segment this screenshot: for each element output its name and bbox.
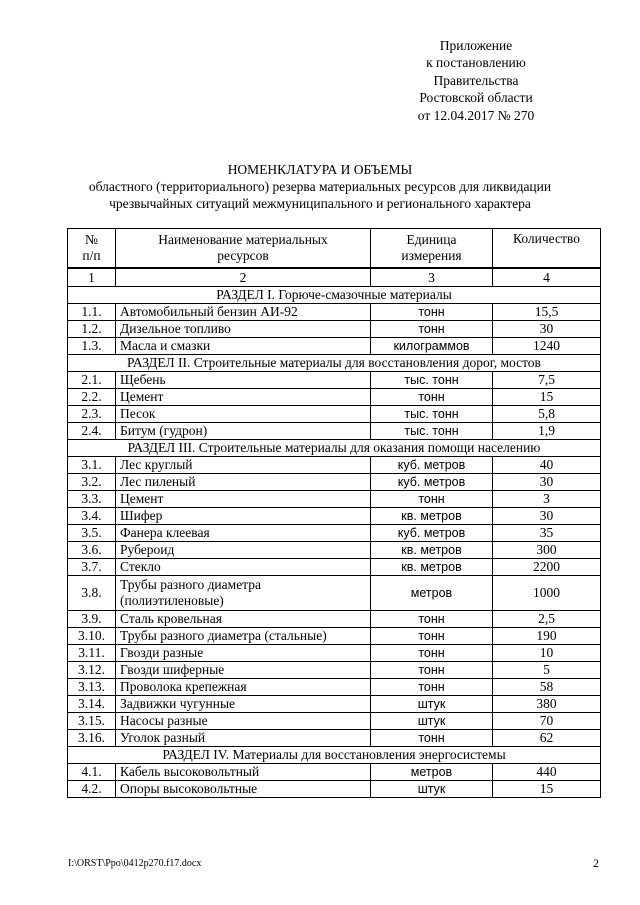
item-number: 3.15. (68, 713, 116, 730)
table-row (68, 645, 601, 662)
item-quantity: 5,8 (493, 406, 601, 423)
item-unit: штук (371, 781, 493, 798)
item-name: Опоры высоковольтные (116, 781, 371, 798)
item-unit: кв. метров (371, 542, 493, 559)
table-row (68, 542, 601, 559)
section-heading-row (68, 287, 601, 304)
item-unit: тонн (371, 679, 493, 696)
item-quantity: 1,9 (493, 423, 601, 440)
column-number: 3 (371, 268, 493, 287)
item-number: 3.10. (68, 628, 116, 645)
item-name: Автомобильный бензин АИ-92 (116, 304, 371, 321)
section-title: РАЗДЕЛ I. Горюче-смазочные материалы (68, 287, 601, 304)
item-unit: кв. метров (371, 559, 493, 576)
item-unit: килограммов (371, 338, 493, 355)
header-name-line: ресурсов (217, 248, 269, 263)
appendix-line: от 12.04.2017 № 270 (417, 107, 535, 123)
table-row (68, 696, 601, 713)
item-name: Цемент (116, 389, 371, 406)
header-qty (493, 229, 601, 269)
item-number: 3.7. (68, 559, 116, 576)
header-unit (371, 229, 493, 269)
item-number: 3.1. (68, 457, 116, 474)
item-name: Гвозди шиферные (116, 662, 371, 679)
page-number: 2 (593, 856, 599, 870)
item-name-line: (полиэтиленовые) (120, 593, 224, 608)
item-name: Фанера клеевая (116, 525, 371, 542)
item-number: 2.1. (68, 372, 116, 389)
item-unit: кв. метров (371, 508, 493, 525)
table-row (68, 372, 601, 389)
table-row (68, 559, 601, 576)
item-name: Стекло (116, 559, 371, 576)
item-name: Трубы разного диаметра (стальные) (116, 628, 371, 645)
header-qty-line: Количество (513, 231, 580, 246)
item-number: 2.4. (68, 423, 116, 440)
item-name: Рубероид (116, 542, 371, 559)
header-unit-line: измерения (401, 248, 462, 263)
column-number: 4 (493, 268, 601, 287)
item-quantity: 15 (493, 389, 601, 406)
table-row (68, 730, 601, 747)
section-heading-row (68, 355, 601, 372)
table-header-row (68, 229, 601, 269)
item-number: 4.2. (68, 781, 116, 798)
header-num-line: № (85, 232, 98, 247)
section-heading-row (68, 747, 601, 764)
item-name: Проволока крепежная (116, 679, 371, 696)
table-row (68, 525, 601, 542)
item-unit: тыс. тонн (371, 372, 493, 389)
item-name: Масла и смазки (116, 338, 371, 355)
item-name: Щебень (116, 372, 371, 389)
item-unit: тонн (371, 628, 493, 645)
item-number: 2.2. (68, 389, 116, 406)
item-unit: метров (371, 764, 493, 781)
item-quantity: 380 (493, 696, 601, 713)
item-quantity: 40 (493, 457, 601, 474)
item-name: Цемент (116, 491, 371, 508)
item-number: 3.5. (68, 525, 116, 542)
table-row (68, 508, 601, 525)
item-quantity: 1240 (493, 338, 601, 355)
item-quantity: 10 (493, 645, 601, 662)
column-number: 2 (116, 268, 371, 287)
table-row (68, 423, 601, 440)
item-unit: тонн (371, 645, 493, 662)
table-row (68, 781, 601, 798)
document-title (40, 161, 600, 212)
item-quantity: 2,5 (493, 611, 601, 628)
item-quantity: 30 (493, 321, 601, 338)
item-unit: куб. метров (371, 474, 493, 491)
item-quantity: 58 (493, 679, 601, 696)
item-unit: тонн (371, 491, 493, 508)
item-unit: штук (371, 696, 493, 713)
item-quantity: 30 (493, 508, 601, 525)
table-row (68, 321, 601, 338)
item-quantity: 15 (493, 781, 601, 798)
header-name (116, 229, 371, 269)
item-quantity: 1000 (493, 576, 601, 611)
item-quantity: 300 (493, 542, 601, 559)
appendix-line: Ростовской области (419, 90, 533, 106)
table-row (68, 338, 601, 355)
item-name: Сталь кровельная (116, 611, 371, 628)
item-name: Насосы разные (116, 713, 371, 730)
header-name-line: Наименование материальных (158, 232, 328, 247)
table-row (68, 764, 601, 781)
item-number: 3.14. (68, 696, 116, 713)
title-subtitle-line: областного (территориального) резерва материальных ресурсов для ликвидации (88, 179, 552, 194)
table-row (68, 576, 601, 611)
item-quantity: 5 (493, 662, 601, 679)
item-number: 3.13. (68, 679, 116, 696)
item-name: Уголок разный (116, 730, 371, 747)
section-title: РАЗДЕЛ III. Строительные материалы для оказания помощи населению (68, 440, 601, 457)
item-number: 3.3. (68, 491, 116, 508)
item-name: Лес круглый (116, 457, 371, 474)
item-quantity: 62 (493, 730, 601, 747)
column-number: 1 (68, 268, 116, 287)
footer-file-path: I:\ORST\Ppo\0412p270.f17.docx (68, 858, 202, 869)
item-number: 3.9. (68, 611, 116, 628)
item-name: Кабель высоковольтный (116, 764, 371, 781)
item-quantity: 35 (493, 525, 601, 542)
item-number: 2.3. (68, 406, 116, 423)
item-number: 4.1. (68, 764, 116, 781)
item-quantity: 190 (493, 628, 601, 645)
table-row (68, 713, 601, 730)
item-quantity: 440 (493, 764, 601, 781)
item-number: 1.2. (68, 321, 116, 338)
item-name: Лес пиленый (116, 474, 371, 491)
item-unit: тонн (371, 321, 493, 338)
item-unit: тыс. тонн (371, 423, 493, 440)
table-row (68, 662, 601, 679)
item-quantity: 15,5 (493, 304, 601, 321)
column-number-row (68, 268, 601, 287)
appendix-block (386, 37, 566, 124)
item-unit: куб. метров (371, 525, 493, 542)
item-name: Песок (116, 406, 371, 423)
item-unit: метров (371, 576, 493, 611)
section-heading-row (68, 440, 601, 457)
item-number: 1.3. (68, 338, 116, 355)
header-num (68, 229, 116, 269)
item-unit: куб. метров (371, 457, 493, 474)
item-unit: тонн (371, 389, 493, 406)
item-name: Шифер (116, 508, 371, 525)
item-quantity: 3 (493, 491, 601, 508)
item-unit: тонн (371, 611, 493, 628)
appendix-line: Приложение (439, 38, 513, 53)
item-name: Гвозди разные (116, 645, 371, 662)
item-name: Дизельное топливо (116, 321, 371, 338)
table-row (68, 389, 601, 406)
title-main: НОМЕНКЛАТУРА И ОБЪЕМЫ (227, 162, 413, 177)
item-number: 3.11. (68, 645, 116, 662)
title-subtitle-line: чрезвычайных ситуаций межмуниципального и регионального характера (109, 196, 531, 211)
item-number: 3.12. (68, 662, 116, 679)
item-number: 3.8. (68, 576, 116, 611)
item-unit: тонн (371, 730, 493, 747)
header-unit-line: Единица (406, 232, 457, 247)
table-row (68, 491, 601, 508)
item-number: 1.1. (68, 304, 116, 321)
header-num-line: п/п (82, 248, 101, 263)
item-number: 3.2. (68, 474, 116, 491)
section-title: РАЗДЕЛ II. Строительные материалы для восстановления дорог, мостов (68, 355, 601, 372)
nomenclature-table (67, 228, 601, 798)
item-name: Задвижки чугунные (116, 696, 371, 713)
item-name (116, 576, 371, 611)
item-unit: штук (371, 713, 493, 730)
item-number: 3.4. (68, 508, 116, 525)
item-quantity: 70 (493, 713, 601, 730)
section-title: РАЗДЕЛ IV. Материалы для восстановления энергосистемы (68, 747, 601, 764)
item-unit: тонн (371, 662, 493, 679)
table-row (68, 406, 601, 423)
table-row (68, 611, 601, 628)
item-quantity: 30 (493, 474, 601, 491)
item-quantity: 2200 (493, 559, 601, 576)
table-row (68, 628, 601, 645)
item-unit: тыс. тонн (371, 406, 493, 423)
table-row (68, 304, 601, 321)
appendix-line: Правительства (433, 72, 519, 88)
item-quantity: 7,5 (493, 372, 601, 389)
table-row (68, 474, 601, 491)
item-name-line: Трубы разного диаметра (120, 577, 261, 592)
table-row (68, 457, 601, 474)
item-number: 3.16. (68, 730, 116, 747)
appendix-line: к постановлению (426, 55, 526, 71)
item-unit: тонн (371, 304, 493, 321)
item-number: 3.6. (68, 542, 116, 559)
table-row (68, 679, 601, 696)
item-name: Битум (гудрон) (116, 423, 371, 440)
